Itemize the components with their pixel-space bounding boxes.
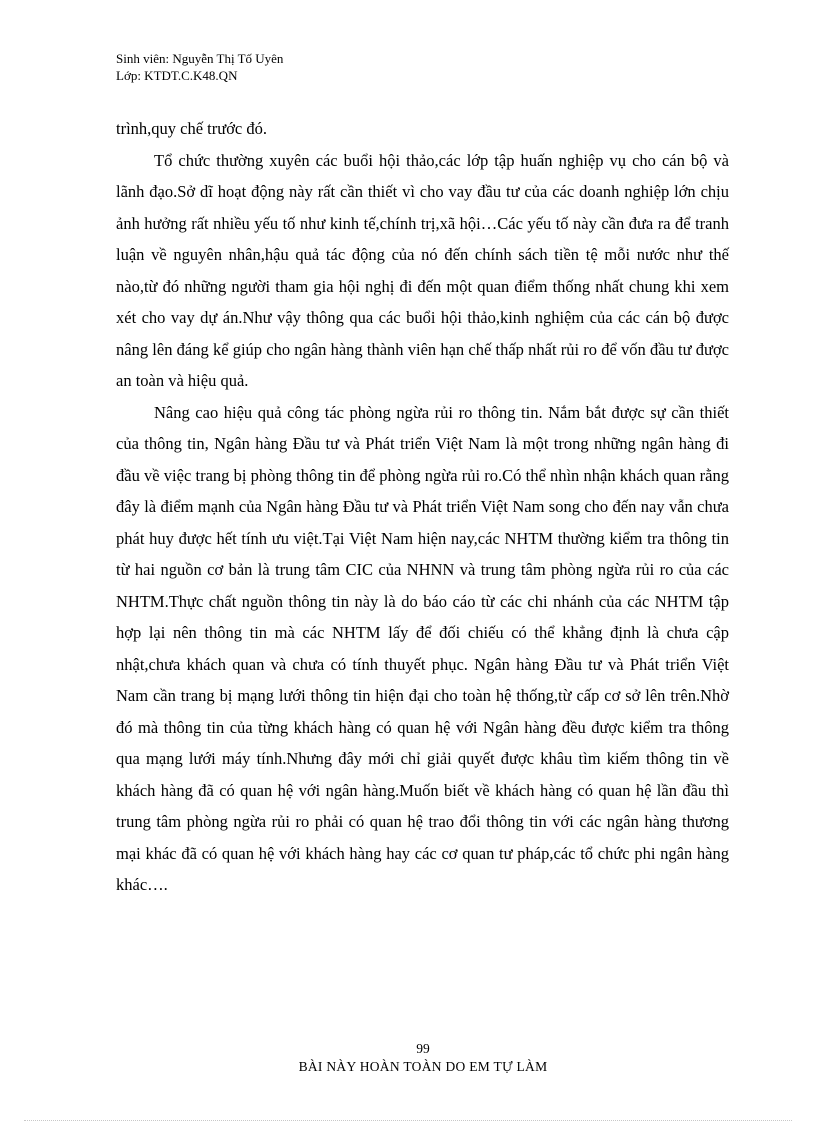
page-footer bbox=[0, 1040, 816, 1076]
paragraph-continuation: trình,quy chế trước đó. bbox=[116, 119, 268, 138]
class-name: Lớp: KTDT.C.K48.QN bbox=[116, 68, 238, 83]
page-edge-divider bbox=[24, 1120, 792, 1121]
student-name: Sinh viên: Nguyễn Thị Tố Uyên bbox=[116, 51, 284, 66]
page-header bbox=[116, 50, 283, 84]
paragraph-information-risk: Nâng cao hiệu quả công tác phòng ngừa rủi ro thông tin. Nắm bắt được sự cần thiết của thông tin, Ngân hàng Đầu tư và Phát triển Việt Nam là một trong những ngân hàng đi đầu về việc trang bị phòng thông tin để phòng ngừa rủi ro.Có thể nhìn nhận khách quan rằng đây là điểm mạnh của Ngân hàng Đầu tư và Phát triển Việt Nam song cho đến nay vẫn chưa phát huy được hết tính ưu việt.Tại Việt Nam hiện nay,các NHTM thường kiểm tra thông tin từ hai nguồn cơ bản là trung tâm CIC của NHNN và trung tâm phòng ngừa rủi ro của các NHTM.Thực chất nguồn thông tin này là do báo cáo từ các chi nhánh của các NHTM tập hợp lại nên thông tin mà các NHTM lấy để đối chiếu có thể khẳng định là chưa cập nhật,chưa khách quan và chưa có tính thuyết phục. Ngân hàng Đầu tư và Phát triển Việt Nam cần trang bị mạng lưới thông tin hiện đại cho toàn hệ thống,từ cấp cơ sở lên trên.Nhờ đó mà thông tin của từng khách hàng có quan hệ với Ngân hàng đều được kiểm tra thông qua mạng lưới máy tính.Nhưng đây mới chỉ giải quyết được khâu tìm kiếm thông tin về khách hàng đã có quan hệ với ngân hàng.Muốn biết về khách hàng có quan hệ lần đầu thì trung tâm phòng ngừa rủi ro phải có quan hệ trao đổi thông tin với các ngân hàng thương mại khác đã có quan hệ với khách hàng hay các cơ quan tư pháp,các tổ chức phi ngân hàng khác…. bbox=[116, 402, 729, 894]
footer-note: BÀI NÀY HOÀN TOÀN DO EM TỰ LÀM bbox=[298, 1059, 548, 1074]
page-number: 99 bbox=[416, 1041, 430, 1056]
paragraph-workshops: Tổ chức thường xuyên các buổi hội thảo,các lớp tập huấn nghiệp vụ cho cán bộ và lãnh đạo.Sở dĩ hoạt động này rất cần thiết vì cho vay đầu tư của các doanh nghiệp lớn chịu ảnh hưởng rất nhiều yếu tố như kinh tế,chính trị,xã hội…Các yếu tố này cần đưa ra để tranh luận về nguyên nhân,hậu quả tác động của nó đến chính sách tiền tệ mỗi nước như thế nào,từ đó những người tham gia hội nghị đi đến một quan điểm thống nhất chung khi xem xét cho vay dự án.Như vậy thông qua các buổi hội thảo,kinh nghiệm của các cán bộ được nâng lên đáng kể giúp cho ngân hàng thành viên hạn chế thấp nhất rủi ro để vốn đầu tư được an toàn và hiệu quả. bbox=[116, 150, 729, 390]
document-body bbox=[116, 113, 729, 901]
